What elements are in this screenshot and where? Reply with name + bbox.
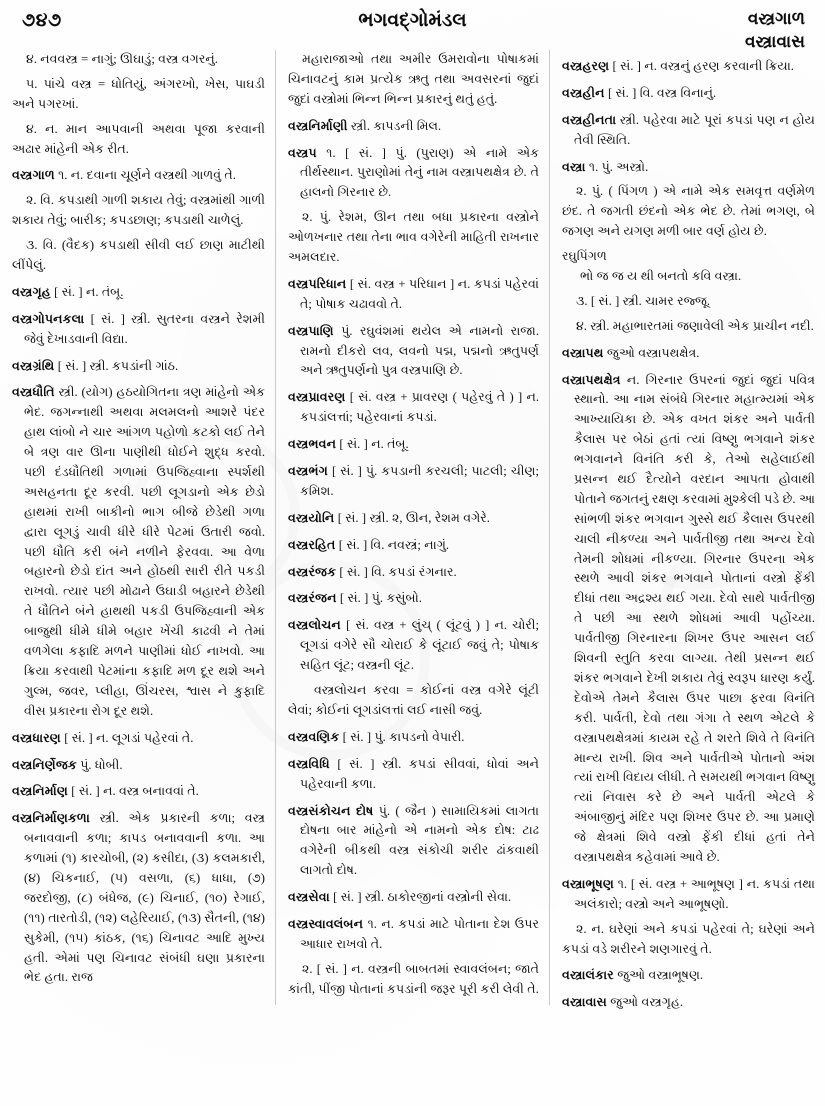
entry-definition: [ સં. ] વિ. વસ્ત્ર વિનાનું. xyxy=(604,85,717,100)
entry-definition: [ સં. ] પું. કસુંબો. xyxy=(336,591,422,606)
entry-definition: [ સં. ] ન. વસ્ત્ર બનાવવાં તે. xyxy=(67,784,199,799)
entry-definition: [ સં. ] સ્ત્રી. ૨, ઊન, રેશમ વગેરે. xyxy=(334,510,490,525)
entry-definition: જુઓ વસ્ત્રાભૂષણ. xyxy=(613,968,704,983)
dictionary-entry xyxy=(12,283,265,303)
entry-headword: વસ્ત્રનિર્માણકળા xyxy=(12,811,90,826)
entry-sense: ૪. સ્ત્રી. મહાભારતમાં જણાવેલી એક પ્રાચીન નદી. xyxy=(576,318,814,333)
entry-headword: વસ્ત્રધારણ xyxy=(12,730,61,745)
entry-definition: ૧. પું. અસ્ત્રો. xyxy=(585,159,649,174)
dictionary-entry xyxy=(12,166,265,186)
running-head-last: વસ્ત્રાવાસ xyxy=(744,31,805,51)
entry-headword: વસ્ત્રરંજન xyxy=(288,591,337,606)
dictionary-entry xyxy=(562,158,815,178)
entry-definition: [ સં. ] ન. લૂગડાં પહેરવાં તે. xyxy=(60,730,194,745)
entry-definition: [ સં. ] ન. વસ્ત્રનું હરણ કરવાની ક્રિયા. xyxy=(609,59,794,73)
running-head xyxy=(0,0,825,51)
entry-headword: વસ્ત્રનિર્માણી xyxy=(288,118,348,133)
dictionary-entry xyxy=(12,756,265,776)
entry-definition: સ્ત્રી. (યોગ) હઠયોગિતના ત્રણ માંહેનો એક ભેદ. જગન્નાથી અથવા મલમલનો આશરે પંદર હાથ લાંબો ને ચાર આંગળ પહોળો કટકો લઈ તેને બે ત્રણ વાર ઊના પાણીથી ધોઈને શુદ્ધ કરવો. પછી દંડધૌતિથી ગળામાં ઉપજિહ્વાના સ્પર્શથી અસહનતા દૂર કરવી. પછી લૂગડાનો એક છેડો હાથમાં રાખી બાકીનો ભાગ બીજે છેડેથી ગળા દ્વારા લૂગડું ચાવી ધીરે ધીરે પેટમાં ઉતારી જવો. પછી ધૌતિ કરી બંને નળીને ફેરવવા. આ વેળા બહારનો છેડો દાંત અને હોઠથી સારી રીતે પકડી રાખવો. ત્યાર પછી મોઢાને ઉઘાડી બહારને છેડેથી તે ધૌતિને બંને હાથથી પકડી ઉપજિહ્વાની એક બાજુથી ધીમે ધીમે બહાર ખેંચી કાઢવી ને તેમાં વળગેલા કફાદિ મળને પાણીમાં ધોઈ નાખવો. આ ક્રિયા કરવાથી પેટમાંના કફાદિ મળ દૂર થશે અને ગુલ્મ, જવર, પ્લીહા, ઊંચરસ, શ્વાસ ને કુફાદિ વીસ પ્રકારના રોગ દૂર થશે. xyxy=(24,385,265,718)
entry-idiom: વસ્ત્રલોચન કરવા = કોઈનાં વસ્ત્ર વગેરે લૂંટી લેવાં; કોઈનાં લૂગડાંલત્તાં લઈ નાસી જવું. xyxy=(288,683,539,717)
dictionary-entry xyxy=(562,875,815,915)
dictionary-entry xyxy=(12,809,265,988)
entry-headword: વસ્ત્રાવાસ xyxy=(562,995,607,1010)
dictionary-entry xyxy=(12,357,265,377)
entry-definition: [ સં. ] વિ. કપડાં રંગનાર. xyxy=(336,564,457,579)
entry-definition: ૧. ન. દવાના ચૂર્ણને વસ્ત્રથી ગાળવું તે. xyxy=(54,168,236,183)
dictionary-entry xyxy=(12,729,265,749)
dictionary-entry xyxy=(288,275,539,315)
entry-headword: વસ્ત્રસંકોચન દોષ xyxy=(288,803,374,818)
entry-headword: વસ્ત્રરહિત xyxy=(288,537,336,552)
entry-definition: ૧. [ સં. વસ્ત્ર + આભૂષણ ] ન. કપડાં તથા અલંકારો; વસ્ત્રો અને આભૂષણો. xyxy=(574,876,815,911)
middle-column xyxy=(275,50,550,1005)
entry-headword: વસ્ત્રભવન xyxy=(288,437,337,452)
entry-headword: વસ્ત્રાભૂષણ xyxy=(562,876,614,891)
entry-headword: વસ્ત્રગ્રંથિ xyxy=(12,358,55,373)
dictionary-entry xyxy=(288,536,539,556)
column-layout xyxy=(0,50,825,1100)
entry-headword: વસ્ત્રનિર્ણેજક xyxy=(12,757,77,772)
entry-headword: વસ્ત્રપ્રાવરણ xyxy=(288,390,346,405)
dictionary-entry xyxy=(12,383,265,721)
dictionary-entry xyxy=(288,322,539,382)
entry-definition: [ સં. વસ્ત્ર + પરિધાન ] ન. કપડાં પહેરવાં તે; પોષાક ચઢાવવો તે. xyxy=(300,276,539,311)
dictionary-entry xyxy=(288,144,539,204)
entry-headword: વસ્ત્રસેવા xyxy=(288,890,330,905)
entry-headword: વસ્ત્રપરિધાન xyxy=(288,276,347,291)
running-head-first: વસ્ત્રગાળ xyxy=(747,9,805,28)
dictionary-entry xyxy=(288,388,539,428)
dictionary-entry xyxy=(288,563,539,583)
entry-headword: વસ્ત્રાપથ xyxy=(562,345,604,360)
entry-definition: પું. ધોબી. xyxy=(76,757,123,772)
entry-sense: ૪. નવવસ્ત્ર = નાગું; ઊઘાડું; વસ્ત્ર વગરનું. xyxy=(26,52,218,66)
dictionary-entry xyxy=(12,782,265,802)
entry-sense: ૨. [ સં. ] ન. વસ્ત્રની બાબતમાં સ્વાવલંબન; જાતે કાંતી, પીંજી પોતાનાં કપડાંની જરૂર પૂરી કરી લેવી તે. xyxy=(288,961,539,996)
dictionary-entry xyxy=(288,755,539,795)
entry-headword: વસ્ત્રહીનતા xyxy=(562,112,617,127)
entry-sense: ૨. ન. ઘરેણાં અને કપડાં પહેરવાં તે; ઘરેણાં અને કપડાં વડે શરીરને શણગારવું તે. xyxy=(562,921,815,956)
verse-attribution: રઘુપિંગળ xyxy=(562,249,607,264)
dictionary-entry xyxy=(12,310,265,350)
entry-definition: જુઓ વસ્ત્રગૃહ. xyxy=(606,995,684,1010)
entry-headword: વસ્ત્રધૌતિ xyxy=(12,385,55,400)
entry-sense: મહારાજાઓ તથા અમીર ઉમરાવોના પોષાકમાં ચિનાવટનું કામ પ્રત્યેક ઋતુ તથા અવસરનાં જુદાં જુદાં વસ્ત્રોમાં ભિન્ન ભિન્ન પ્રકારનું થતું હતું. xyxy=(288,52,539,106)
running-head-words xyxy=(745,8,805,54)
entry-definition: [ સં. ] સ્ત્રી. ઠાકોરજીનાં વસ્ત્રોની સેવા. xyxy=(329,890,512,905)
dictionary-entry xyxy=(288,462,539,502)
entry-headword: વસ્ત્રલોચન xyxy=(288,618,341,633)
entry-definition: જુઓ વસ્ત્રાપથક્ષેત્ર. xyxy=(603,345,700,360)
entry-sense: ૨. પું. ( પિંગળ ) એ નામે એક સમવૃત્ત વર્ણમેળ છંદ. તે જગતી છંદનો એક ભેદ છે. તેમાં ભગણ, બે જગણ અને યગણ મળી બાર વર્ણ હોય છે. xyxy=(562,184,815,239)
dictionary-entry xyxy=(288,509,539,529)
entry-headword: વસ્ત્રહીન xyxy=(562,85,605,100)
entry-headword: વસ્ત્રરંજક xyxy=(288,564,337,579)
dictionary-entry xyxy=(288,888,539,908)
entry-headword: વસ્ત્રપ xyxy=(288,145,317,160)
dictionary-entry xyxy=(288,435,539,455)
entry-definition: [ સં. ] વિ. નવસ્ત્રં; નાગું. xyxy=(335,537,450,552)
entry-sense: ૩. [ સં. ] સ્ત્રી. ચામર રજ્જૂ. xyxy=(576,293,711,308)
right-column xyxy=(550,50,825,1018)
entry-headword: વસ્ત્રભંગ xyxy=(288,464,328,479)
entry-sense: ૪. ન. માન આપવાની અથવા પૂજા કરવાની અઢાર માંહેની એક રીત. xyxy=(12,121,265,156)
entry-definition: [ સં. વસ્ત્ર + લુંચ્ ( લૂંટવું ) ] ન. ચોરી; લૂગડાં વગેરે સૌ ચોરાઈ કે લૂંટાઈ જવું તે; પોષાક સહિત લૂંટ; વસ્ત્રની લૂંટ. xyxy=(300,618,539,673)
folio-number: ૭૪૭ xyxy=(22,10,62,31)
entry-definition: [ સં. ] સ્ત્રી. સુતરના વસ્ત્રને રેશમી જેવું દેખાડવાની વિદ્યા. xyxy=(24,311,265,346)
entry-verse-citation xyxy=(562,247,815,287)
entry-headword: વસ્ત્રા xyxy=(562,159,586,174)
entry-headword: વસ્ત્રાપથક્ષેત્ર xyxy=(562,372,621,387)
entry-headword: વસ્ત્રવણિક xyxy=(288,729,340,744)
entry-headword: વસ્ત્રવિધિ xyxy=(288,756,330,771)
dictionary-entry xyxy=(288,915,539,955)
entry-definition: [ સં. ] ન. તંબૂ. xyxy=(336,437,409,452)
entry-sense: ૫. પાંચે વસ્ત્ર = ધોતિયું, અંગરખો, ખેસ, પાઘડી અને પગરખાં. xyxy=(12,76,265,111)
entry-definition: સ્ત્રી. એક પ્રકારની કળા; વસ્ત્ર બનાવવાની કળા; કાપડ બનાવવાની કળા. આ કળામાં (૧) કારચોબી, (૨) કસીદા, (૩) કલમકારી, (૪) ચિકનાઈ, (૫) વસળા, (૬) ધાધા, (૭) જરદોજી, (૮) બંધેજ, (૯) ચિનાઈ, (૧૦) રેગાઈ, (૧૧) તારતોડી, (૧૨) લહેરિયાઈ, (૧૩) સૈતની, (૧૪) સુકેમી, (૧૫) કાંઠક, (૧૬) ચિનાવટ આદિ મુખ્ય હતી. એમાં પણ ચિનાવટ સંબંધી ઘણા પ્રકારના ભેદ હતા. રાજ xyxy=(24,811,265,985)
dictionary-entry xyxy=(288,802,539,882)
dictionary-entry xyxy=(288,616,539,676)
dictionary-entry xyxy=(288,589,539,609)
entry-definition: [ સં. ] પું. કપડાની કરચલી; પાટલી; ચીણ; કમિશ. xyxy=(300,464,539,498)
entry-definition: [ સં. ] સ્ત્રી. કપડાં સીવવાં, ધોવાં અને પહેરવાની કળા. xyxy=(300,756,539,791)
entry-definition: ન. ગિરનાર ઉપરનાં જુદાં જુદાં પવિત્ર સ્થાનો. આ નામ સંબંધે ગિરનાર મહાત્મ્યમાં એક આખ્યાયિકા છે. એક વખત શંકર અને પાર્વતી કૈલાસ પર બેઠાં હતાં ત્યાં વિષ્ણુ ભગવાને શંકર ભગવાનને વિનંતિ કરી કે, તેઓ સહેલાઈથી પ્રસન્ન થઈ દૈત્યોને વરદાન આપતા હોવાથી પોતાને જગતનું રક્ષણ કરવામાં મુશ્કેલી પડે છે. આ સાંભળી શંકર ભગવાન ગુસ્સે થઈ કૈલાસ ઉપરથી ચાલી નીકળ્યા અને પાર્વતીજી તથા અન્ય દેવો તેમની શોધમાં નીકળ્યા. ગિરનાર ઉપરના એક સ્થળે આવી શંકર ભગવાને પોતાનાં વસ્ત્રો ફેંકી દીધાં તથા અદ્રશ્ય થઈ ગયા. દેવો સાથે પાર્વતીજી તે પછી આ સ્થળે શોધમાં આવી પહોંચ્યા. પાર્વતીજી ગિરનારના શિખર ઉપર આસન લઈ શિવની સ્તુતિ કરવા લાગ્યા. તેથી પ્રસન્ન થઈ શંકર ભગવાને દેખી શકાય તેવું સ્વરૂપ ધારણ કર્યું. દેવોએ તેમને કૈલાસ ઉપર પાછા ફરવા વિનંતિ કરી. પાર્વતી, દેવો તથા ગંગા તે સ્થળ એટલે કે વસ્ત્રાપથક્ષેત્રમાં કાયમ રહે તે શરતે શિવે તે વિનંતિ માન્ય રાખી. શિવ અને પાર્વતીએ પોતાનો અંશ ત્યાં રાખી વિદાય લીધી. તે સમયથી ભગવાન વિષ્ણુ ત્યાં નિવાસ કરે છે અને પાર્વતી એટલે કે અંબાજીનું મંદિર પણ શિખર ઉપર છે. આ પ્રમાણે જે ક્ષેત્રમાં શિવે વસ્ત્રો ફેંકી દીધાં હતાં તેને વસ્ત્રાપથક્ષેત્ર કહેવામાં આવે છે. xyxy=(574,372,815,864)
dictionary-entry xyxy=(562,993,815,1013)
entry-headword: વસ્ત્રનિર્માણ xyxy=(12,784,68,799)
entry-definition: પું. ( જૈન ) સામાયિકમાં લાગતા દોષના બાર માંહેનો એ નામનો એક દોષ: ટાઢ વગેરેની બીકથી વસ્ત્ર સંકોચી શરીર ઢાંકવાથી લાગતો દોષ. xyxy=(300,803,539,878)
entry-headword: વસ્ત્રાલંકાર xyxy=(562,968,614,983)
dictionary-entry xyxy=(562,966,815,986)
dictionary-entry xyxy=(288,728,539,748)
entry-sense: ૩. વિ. (વૈદક) કપડાથી સીવી લઈ છાણ માટીથી લીંપેલું. xyxy=(12,238,265,273)
dictionary-entry xyxy=(562,344,815,364)
entry-headword: વસ્ત્રગાળ xyxy=(12,168,55,183)
entry-definition: પું. રઘુવંશમાં થયેલ એ નામનો રાજા. રામનો દીકરો લવ, લવનો પદ્મ, પદ્મનો ઋતુપર્ણ અને ઋતુપર્ણનો પુત્ર વસ્ત્રપાણિ છે. xyxy=(300,323,539,378)
dictionary-entry xyxy=(562,84,815,104)
book-title: ભગવદ્ગોમંડલ xyxy=(358,10,467,31)
entry-headword: વસ્ત્રયોનિ xyxy=(288,510,335,525)
entry-definition: [ સં. વસ્ત્ર + પ્રાવરણ ( પહેરવું તે ) ] ન. કપડાંલત્તાં; પહેરવાનાં કપડાં. xyxy=(300,390,539,425)
entry-definition: ૧. ન. કપડાં માટે પોતાના દેશ ઉપર આધાર રાખવો તે. xyxy=(300,916,539,951)
entry-definition: સ્ત્રી. પહેરવા માટે પૂરાં કપડાં પણ ન હોય તેવી સ્થિતિ. xyxy=(574,112,815,147)
left-column xyxy=(0,50,275,993)
verse-text: ભો જ જ ય થી બનતો કવિ વસ્ત્રા. xyxy=(580,269,742,284)
entry-headword: વસ્ત્રપાણિ xyxy=(288,323,334,338)
dictionary-entry xyxy=(562,371,815,868)
entry-headword: વસ્ત્રગોપનકલા xyxy=(12,311,85,326)
entry-sense: ૨. પું. રેશમ, ઊન તથા બધા પ્રકારના વસ્ત્રોને ઓળખનાર તથા તેના ભાવ વગેરેની માહિતી રાખનાર અમલદાર. xyxy=(288,210,539,265)
entry-headword: વસ્ત્રગૃહ xyxy=(12,284,51,299)
entry-headword: વસ્ત્રહરણ xyxy=(562,59,610,73)
entry-definition: [ સં. ] ન. તંબૂ. xyxy=(50,284,124,299)
entry-definition: સ્ત્રી. કાપડની મિલ. xyxy=(347,118,442,133)
dictionary-entry xyxy=(562,111,815,151)
entry-definition: ૧. [ સં. ] પું. (પુરાણ) એ નામે એક તીર્થસ્થાન. પુરાણોમાં તેનું નામ વસ્ત્રાપથક્ષેત્ર છે. તે હાલનો ગિરનાર છે. xyxy=(300,145,539,200)
entry-headword: વસ્ત્રસ્વાવલંબન xyxy=(288,916,364,931)
entry-definition: [ સં. ] સ્ત્રી. કપડાંની ગાંઠ. xyxy=(54,358,179,373)
dictionary-entry xyxy=(562,57,815,77)
entry-definition: [ સં. ] પું. કાપડનો વેપારી. xyxy=(339,729,465,744)
dictionary-entry xyxy=(288,117,539,137)
entry-sense: ૨. વિ. કપડાથી ગાળી શકાય તેવું; વસ્ત્રમાંથી ગાળી શકાય તેવું; બારીક; કપડછાણ; કપડાથી ચાળેલું. xyxy=(12,193,265,228)
